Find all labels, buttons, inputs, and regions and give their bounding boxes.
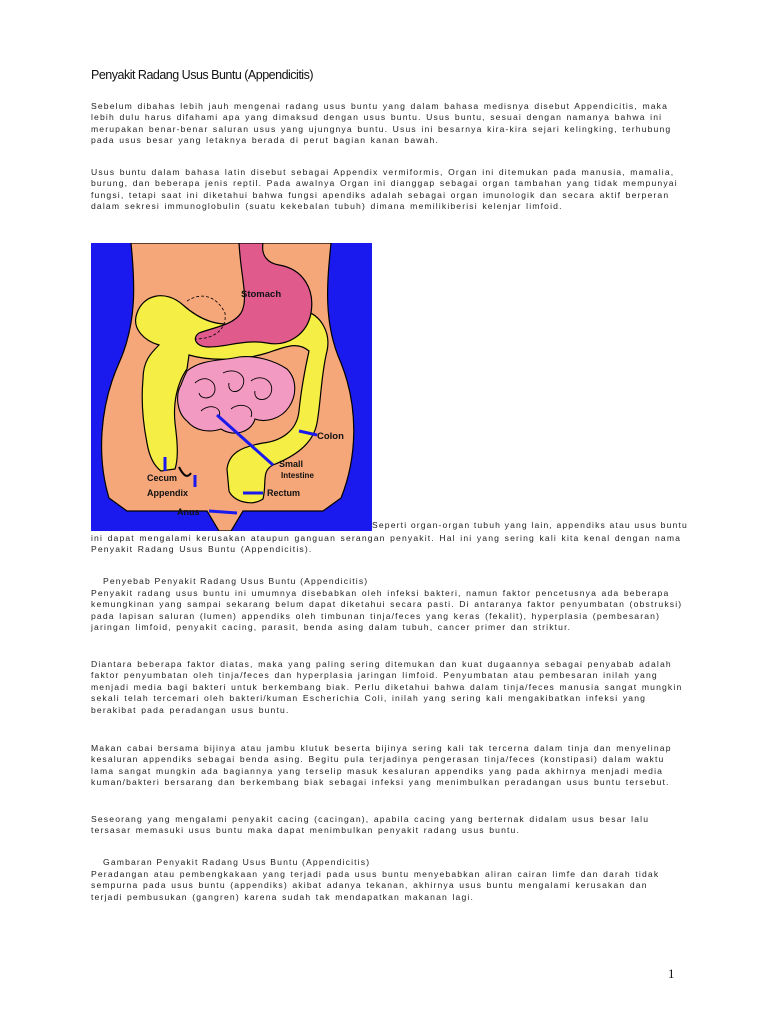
cause-paragraph-4: Seseorang yang mengalami penyakit cacing (cacingan), apabila cacing yang berternak didalam usus besar lalu tersasar memasuki usus buntu maka dapat menimbulkan penyakit radang usus buntu. — [91, 814, 650, 836]
label-appendix: Appendix — [147, 488, 189, 498]
heading-symptom: Gambaran Penyakit Radang Usus Buntu (Appendicitis) — [103, 857, 371, 867]
page-number: 1 — [668, 966, 675, 981]
label-intestine: Intestine — [281, 471, 314, 480]
label-cecum: Cecum — [147, 473, 178, 483]
intro-paragraph-1: Sebelum dibahas lebih jauh mengenai radang usus buntu yang dalam bahasa medisnya disebut Appendicitis, maka lebih dulu harus difahami apa yang dimaksud dengan usus buntu. Usus buntu, sesuai dengan namanya bahwa ini merupakan benar-benar saluran usus yang ujungnya buntu. Usus ini besarnya kira-kira sejari kelingking, terhubung pada usus besar yang letaknya berada di perut bagian kanan bawah. — [91, 101, 672, 146]
after-figure-inline: Seperti organ-organ tubuh yang lain, appendiks atau usus buntu — [372, 520, 688, 530]
label-rectum: Rectum — [267, 488, 301, 498]
intro-paragraph-2: Usus buntu dalam bahasa latin disebut sebagai Appendix vermiformis, Organ ini ditemukan pada manusia, mamalia, burung, dan beberapa jenis reptil. Pada awalnya Organ ini dianggap sebagai organ tambahan yang tidak mempunyai fungsi, tetapi saat ini diketahui bahwa fungsi apendiks adalah sebagai organ imunologik dan secara aktif berperan dalam sekresi immunoglobulin (suatu kekebalan tubuh) dimana memilikiberisi kelenjar limfoid. — [91, 167, 678, 212]
cause-paragraph-2: Diantara beberapa faktor diatas, maka yang paling sering ditemukan dan kuat dugaannya sebagai penyabab adalah faktor penyumbatan oleh tinja/feces dan hyperplasia jaringan limfoid. Penyumbatan atau pembesaran inilah yang menjadi media bagi bakteri untuk berkembang biak. Perlu diketahui bahwa dalam tinja/feces manusia sangat mungkin sekali telah tercemari oleh bakteri/kuman Escherichia Coli, inilah yang sering kali mengakibatkan infeksi yang berakibat pada peradangan usus buntu. — [91, 659, 683, 715]
after-figure-paragraph: ini dapat mengalami kerusakan ataupun ganguan serangan penyakit. Hal ini yang sering kali kita kenal dengan nama Penyakit Radang Usus Buntu (Appendicitis). — [91, 533, 682, 555]
cause-paragraph-1: Penyakit radang usus buntu ini umumnya disebabkan oleh infeksi bakteri, namun faktor pencetusnya ada beberapa kemungkinan yang sampai sekarang belum dapat diketahui secara pasti. Di antaranya faktor penyumbatan (obstruksi) pada lapisan saluran (lumen) appendiks oleh timbunan tinja/feces yang keras (fekalit), hyperplasia (pembesaran) jaringan limfoid, penyakit cacing, parasit, benda asing dalam tubuh, cancer primer dan striktur. — [91, 588, 683, 633]
symptom-paragraph: Peradangan atau pembengkakaan yang terjadi pada usus buntu menyebabkan aliran cairan limfe dan darah tidak sempurna pada usus buntu (appendiks) akibat adanya tekanan, akhirnya usus buntu mengalami kerusakan dan terjadi pembusukan (gangren) karena sudah tak mendapatkan makanan lagi. — [91, 869, 660, 902]
digestive-system-figure — [91, 243, 372, 531]
heading-cause: Penyebab Penyakit Radang Usus Buntu (Appendicitis) — [103, 576, 369, 586]
label-small: Small — [279, 459, 304, 469]
label-anus: Anus — [177, 507, 200, 517]
anus-pointer — [209, 511, 237, 513]
label-stomach: Stomach — [241, 289, 282, 300]
cause-paragraph-3: Makan cabai bersama bijinya atau jambu klutuk beserta bijinya sering kali tak tercerna dalam tinja dan menyelinap kesaluran appendiks sebagai benda asing. Begitu pula terjadinya pengerasan tinja/feces (konstipasi) dalam waktu lama sangat mungkin ada bagiannya yang terselip masuk kesaluran appendiks yang pada akhirnya menjadi media kuman/bakteri bersarang dan berkembang biak sebagai infeksi yang menimbulkan peradangan usus buntu tersebut. — [91, 743, 672, 788]
label-colon: Colon — [317, 431, 344, 442]
document-title: Penyakit Radang Usus Buntu (Appendicitis) — [91, 68, 313, 82]
